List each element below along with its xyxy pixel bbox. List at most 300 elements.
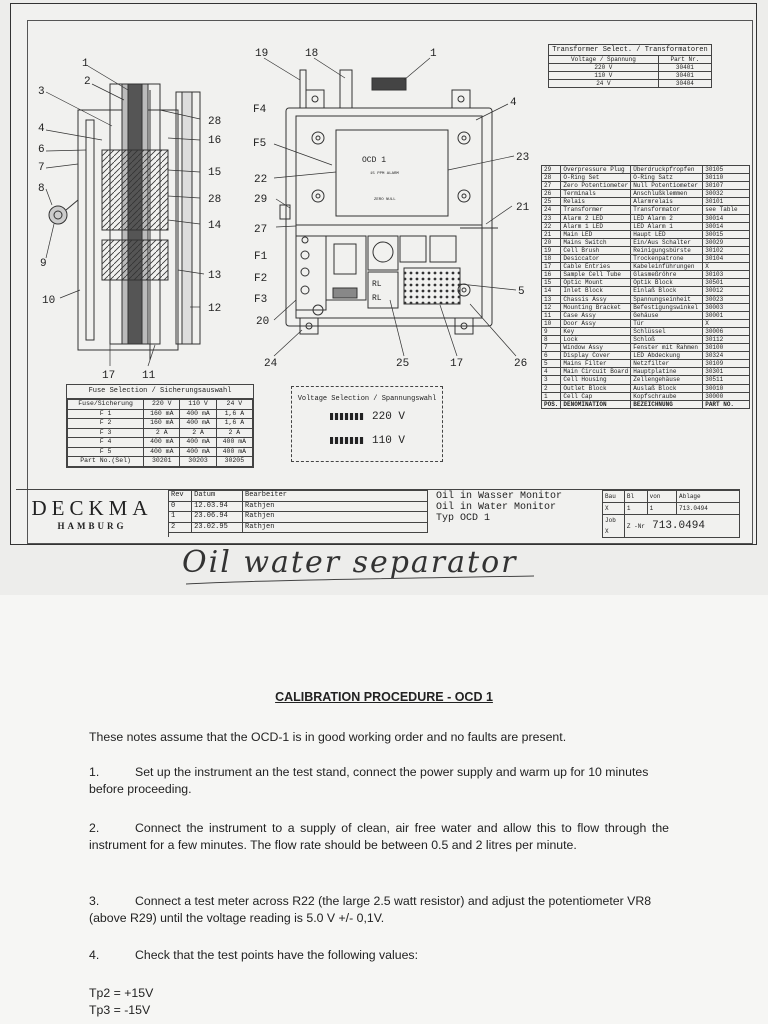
parts-cell: LED Abdeckung [631, 352, 703, 360]
parts-cell: 12 [542, 303, 561, 311]
step-text: Set up the instrument an the test stand, connect the power supply and warm up for 10 minutes before proceeding. [89, 765, 649, 796]
job-label-text: Job [605, 517, 616, 524]
parts-cell: 17 [542, 263, 561, 271]
parts-cell: 6 [542, 352, 561, 360]
fuse-row [68, 438, 253, 448]
parts-cell: Desiccator [561, 255, 631, 263]
parts-cell: LED Alarm 2 [631, 214, 703, 222]
board-label-ocd: OCD 1 [362, 156, 387, 165]
ablage-value: 713.0494 [677, 503, 740, 515]
parts-cell: X [703, 263, 750, 271]
parts-footer-cell: BEZEICHNUNG [631, 400, 703, 408]
parts-cell: Haupt LED [631, 230, 703, 238]
parts-cell: Kopfschraube [631, 392, 703, 400]
parts-cell: 23 [542, 214, 561, 222]
parts-cell: Tür [631, 319, 703, 327]
parts-cell: Alarm 1 LED [561, 222, 631, 230]
parts-cell: Main Circuit Board [561, 368, 631, 376]
parts-cell: 21 [542, 230, 561, 238]
parts-row [542, 174, 750, 182]
parts-cell: 27 [542, 182, 561, 190]
parts-cell: Case Assy [561, 311, 631, 319]
parts-cell: Key [561, 327, 631, 335]
fuse-cell: 400 mA [180, 438, 216, 448]
transformer-header-voltage: Voltage / Spannung [549, 56, 659, 64]
intro-paragraph: These notes assume that the OCD-1 is in good working order and no faults are present. [89, 730, 567, 744]
parts-cell: 24 [542, 206, 561, 214]
z-nr-label: Z -Nr [626, 522, 645, 530]
parts-cell: 30103 [703, 271, 750, 279]
callout-14: 14 [208, 220, 222, 232]
jumper-220-icon [330, 413, 364, 420]
transformer-cell: 30401 [658, 72, 711, 80]
parts-cell: 30107 [703, 182, 750, 190]
callout-25: 25 [396, 358, 410, 370]
parts-cell: Hauptplatine [631, 368, 703, 376]
rev-cell: Rathjen [243, 512, 428, 523]
parts-cell: 4 [542, 368, 561, 376]
parts-cell: 30102 [703, 246, 750, 254]
parts-footer-row [542, 400, 750, 408]
parts-cell: X [703, 319, 750, 327]
company-city: HAMBURG [57, 521, 127, 531]
test-point-tp3: Tp3 = -15V [89, 1003, 151, 1017]
parts-row [542, 246, 750, 254]
parts-cell: Einlaß Block [631, 287, 703, 295]
bl-label: Bl [624, 491, 647, 503]
drawing-name [436, 491, 562, 524]
parts-row [542, 206, 750, 214]
fuse-cell: 400 mA [180, 447, 216, 457]
parts-cell: 30110 [703, 174, 750, 182]
parts-cell: Lock [561, 335, 631, 343]
parts-cell: 10 [542, 319, 561, 327]
parts-cell: Inlet Block [561, 287, 631, 295]
callout-26: 26 [514, 358, 528, 370]
parts-cell: 19 [542, 246, 561, 254]
parts-row [542, 230, 750, 238]
fuse-cell: 400 mA [216, 447, 252, 457]
parts-cell: Glasmeßröhre [631, 271, 703, 279]
callout-5: 5 [518, 286, 525, 298]
fuse-cell: 400 mA [144, 438, 180, 448]
voltage-110-label: 110 V [372, 435, 406, 447]
step-text: Connect the instrument to a supply of clean, air free water and allow this to flow through the instrument for a few minutes. The flow rate should be between 0.5 and 2 litres per minute. [89, 821, 669, 852]
parts-cell: Transformer [561, 206, 631, 214]
parts-cell: Cable Entries [561, 263, 631, 271]
parts-cell: Transformator [631, 206, 703, 214]
parts-cell: 30015 [703, 230, 750, 238]
fuse-cell: 1,6 A [216, 419, 252, 429]
relay-label-2: RL [372, 294, 382, 303]
parts-cell: 30014 [703, 222, 750, 230]
parts-cell: 30100 [703, 344, 750, 352]
fuse-cell: 2 A [216, 428, 252, 438]
parts-cell: Outlet Block [561, 384, 631, 392]
parts-cell: Door Assy [561, 319, 631, 327]
case-outline [286, 108, 492, 326]
fuse-cell: 1,6 A [216, 409, 252, 419]
parts-cell: 30000 [703, 392, 750, 400]
parts-cell: Ein/Aus Schalter [631, 238, 703, 246]
parts-cell: 15 [542, 279, 561, 287]
parts-cell: Zero Potentiometer [561, 182, 631, 190]
test-point-tp2: Tp2 = +15V [89, 986, 154, 1000]
fuse-cell: F 2 [68, 419, 144, 429]
parts-row [542, 368, 750, 376]
drawing-number-cell [624, 515, 739, 538]
parts-row [542, 255, 750, 263]
parts-cell: Mounting Bracket [561, 303, 631, 311]
sheet-value: 1 [624, 503, 647, 515]
callout-23: 23 [516, 152, 530, 164]
parts-cell: 30105 [703, 166, 750, 174]
parts-cell: 30014 [703, 214, 750, 222]
von-label: von [647, 491, 676, 503]
of-value: 1 [647, 503, 676, 515]
job-value: X [605, 528, 609, 535]
parts-list-table [541, 165, 750, 409]
callout-24: 24 [264, 358, 278, 370]
parts-row [542, 271, 750, 279]
document-title: CALIBRATION PROCEDURE - OCD 1 [275, 690, 493, 704]
transformer-table-title: Transformer Select. / Transformatoren [549, 45, 712, 56]
fuse-cell: 2 A [180, 428, 216, 438]
callout-21: 21 [516, 202, 530, 214]
parts-cell: Fenster mit Rahmen [631, 344, 703, 352]
parts-cell: Sample Cell Tube [561, 271, 631, 279]
parts-cell: Relais [561, 198, 631, 206]
parts-row [542, 384, 750, 392]
fuse-header: 220 V [144, 400, 180, 410]
callout-28a: 28 [208, 116, 222, 128]
callout-28b: 28 [208, 194, 222, 206]
step-1 [89, 764, 669, 798]
parts-row [542, 295, 750, 303]
voltage-220-row [330, 411, 405, 423]
fuse-row [68, 419, 253, 429]
step-4 [89, 947, 669, 964]
parts-cell: 30029 [703, 238, 750, 246]
parts-cell: Spannungseinheit [631, 295, 703, 303]
parts-row [542, 352, 750, 360]
rev-cell: 23.06.94 [192, 512, 243, 523]
ablage-label: Ablage [677, 491, 740, 503]
parts-footer-cell: POS. [542, 400, 561, 408]
parts-cell: 5 [542, 360, 561, 368]
parts-cell: 30001 [703, 311, 750, 319]
handwritten-note: Oil water separator [182, 545, 518, 580]
parts-cell: 9 [542, 327, 561, 335]
parts-row [542, 327, 750, 335]
parts-cell: Chassis Assy [561, 295, 631, 303]
company-logo [16, 490, 169, 537]
parts-row [542, 279, 750, 287]
callout-6: 6 [38, 144, 45, 156]
fuse-header: 24 V [216, 400, 252, 410]
parts-cell: 30301 [703, 368, 750, 376]
jumper-110-icon [330, 437, 364, 444]
revision-table [168, 490, 428, 533]
parts-cell: Reinigungsbürste [631, 246, 703, 254]
fuse-row [68, 428, 253, 438]
parts-cell: Mains Filter [561, 360, 631, 368]
parts-row [542, 392, 750, 400]
parts-cell: 22 [542, 222, 561, 230]
rev-header: Rev [169, 491, 192, 502]
rev-cell: 0 [169, 501, 192, 512]
fuse-cell: 160 mA [144, 419, 180, 429]
parts-cell: Null Potentiometer [631, 182, 703, 190]
fuse-row [68, 457, 253, 467]
parts-cell: Alarm 2 LED [561, 214, 631, 222]
parts-cell: 30010 [703, 384, 750, 392]
fuse-row [68, 447, 253, 457]
parts-cell: O-Ring Set [561, 174, 631, 182]
step-2 [89, 820, 669, 854]
parts-cell: Trockenpatrone [631, 255, 703, 263]
parts-row [542, 344, 750, 352]
rev-header: Bearbeiter [243, 491, 428, 502]
transformer-cell: 30404 [658, 80, 711, 88]
parts-cell: Cell Housing [561, 376, 631, 384]
company-name: DECKMA [31, 496, 153, 520]
callout-4: 4 [38, 123, 45, 135]
parts-cell: see Table [703, 206, 750, 214]
callout-f2: F2 [254, 273, 268, 285]
parts-row [542, 238, 750, 246]
parts-cell: 16 [542, 271, 561, 279]
fuse-cell: 400 mA [144, 447, 180, 457]
callout-27: 27 [254, 224, 268, 236]
parts-cell: Window Assy [561, 344, 631, 352]
parts-cell: Overpressure Plug [561, 166, 631, 174]
step-number: 3. [89, 894, 100, 908]
parts-row [542, 287, 750, 295]
parts-row [542, 190, 750, 198]
drawing-number: 713.0494 [652, 519, 705, 532]
voltage-220-label: 220 V [372, 411, 406, 423]
parts-cell: 25 [542, 198, 561, 206]
parts-cell: 1 [542, 392, 561, 400]
transformer-table [548, 44, 712, 88]
parts-cell: Zellengehäuse [631, 376, 703, 384]
bau-value: X [603, 503, 625, 515]
parts-cell: 30101 [703, 198, 750, 206]
board-label-zero: ZERO NULL [374, 198, 396, 202]
bau-label: Bau [603, 491, 625, 503]
parts-cell: 30501 [703, 279, 750, 287]
parts-cell: Netzfilter [631, 360, 703, 368]
parts-row [542, 166, 750, 174]
callout-f4: F4 [253, 104, 267, 116]
parts-cell: 30023 [703, 295, 750, 303]
parts-cell: Cell Brush [561, 246, 631, 254]
fuse-cell: 2 A [144, 428, 180, 438]
parts-row [542, 311, 750, 319]
parts-cell: 29 [542, 166, 561, 174]
parts-cell: Display Cover [561, 352, 631, 360]
fuse-cell: 30201 [144, 457, 180, 467]
callout-12: 12 [208, 303, 222, 315]
callout-20: 20 [256, 316, 270, 328]
parts-cell: 30003 [703, 303, 750, 311]
parts-cell: Cell Cap [561, 392, 631, 400]
parts-cell: O-Ring Satz [631, 174, 703, 182]
callout-10: 10 [42, 295, 56, 307]
parts-cell: LED Alarm 1 [631, 222, 703, 230]
step-text: Check that the test points have the following values: [135, 948, 418, 962]
parts-footer-cell: PART NO. [703, 400, 750, 408]
callout-8: 8 [38, 183, 45, 195]
fuse-cell: Part No.(Sel) [68, 457, 144, 467]
rev-cell: 23.02.95 [192, 522, 243, 533]
callout-7: 7 [38, 162, 45, 174]
handwriting-underline [0, 570, 768, 610]
fuse-cell: 30203 [180, 457, 216, 467]
parts-cell: 8 [542, 335, 561, 343]
transformer-cell: 220 V [549, 64, 659, 72]
relay-label-1: RL [372, 280, 382, 289]
callout-17b: 17 [450, 358, 464, 370]
parts-cell: 30112 [703, 335, 750, 343]
rev-cell: Rathjen [243, 522, 428, 533]
parts-row [542, 360, 750, 368]
callout-f3: F3 [254, 294, 268, 306]
parts-cell: 30104 [703, 255, 750, 263]
parts-cell: Main LED [561, 230, 631, 238]
rev-header: Datum [192, 491, 243, 502]
drawing-name-en: Oil in Water Monitor [436, 502, 557, 513]
parts-cell: 13 [542, 295, 561, 303]
callout-16: 16 [208, 135, 222, 147]
parts-cell: Schlüssel [631, 327, 703, 335]
fuse-table-title: Fuse Selection / Sicherungsauswahl [67, 385, 253, 399]
parts-cell: 30032 [703, 190, 750, 198]
voltage-selection-box [291, 386, 443, 462]
callout-1b: 1 [430, 48, 437, 60]
drawing-name-de: Oil in Wasser Monitor [436, 491, 563, 502]
fuse-row [68, 409, 253, 419]
parts-cell: 14 [542, 287, 561, 295]
transformer-cell: 24 V [549, 80, 659, 88]
parts-footer-cell: DENOMINATION [561, 400, 631, 408]
fuse-cell: 30205 [216, 457, 252, 467]
parts-cell: 20 [542, 238, 561, 246]
parts-cell: Anschlußklemmen [631, 190, 703, 198]
parts-row [542, 376, 750, 384]
callout-13: 13 [208, 270, 222, 282]
callout-3: 3 [38, 86, 45, 98]
fuse-cell: 400 mA [216, 438, 252, 448]
parts-cell: 30109 [703, 360, 750, 368]
parts-cell: Schloß [631, 335, 703, 343]
parts-cell: 26 [542, 190, 561, 198]
parts-row [542, 198, 750, 206]
transformer-cell: 30401 [658, 64, 711, 72]
parts-cell: Alarmrelais [631, 198, 703, 206]
fuse-selection-table [66, 384, 254, 468]
callout-18: 18 [305, 48, 319, 60]
step-number: 4. [89, 948, 100, 962]
parts-cell: 18 [542, 255, 561, 263]
callout-19: 19 [255, 48, 269, 60]
callout-9: 9 [40, 258, 47, 270]
step-number: 2. [89, 821, 100, 835]
parts-cell: Terminals [561, 190, 631, 198]
callout-2: 2 [84, 76, 91, 88]
parts-row [542, 303, 750, 311]
parts-cell: 11 [542, 311, 561, 319]
board-label-alarm: 15 PPM ALARM [370, 172, 399, 176]
drawing-meta-table [602, 490, 740, 538]
fuse-cell: F 4 [68, 438, 144, 448]
callout-f1: F1 [254, 251, 268, 263]
parts-cell: 30324 [703, 352, 750, 360]
parts-row [542, 182, 750, 190]
rev-cell: 2 [169, 522, 192, 533]
parts-cell: 7 [542, 344, 561, 352]
job-label [603, 515, 625, 538]
voltage-110-row [330, 435, 405, 447]
parts-cell: 30012 [703, 287, 750, 295]
callout-4b: 4 [510, 97, 517, 109]
fuse-cell: 160 mA [144, 409, 180, 419]
rev-cell: Rathjen [243, 501, 428, 512]
fuse-cell: 400 mA [180, 409, 216, 419]
step-number: 1. [89, 765, 100, 779]
parts-cell: Kabeleinführungen [631, 263, 703, 271]
fuse-cell: F 5 [68, 447, 144, 457]
transformer-header-part: Part Nr. [658, 56, 711, 64]
parts-cell: Überdruckpfropfen [631, 166, 703, 174]
rev-cell: 12.03.94 [192, 501, 243, 512]
callout-17a: 17 [102, 370, 116, 382]
callout-22: 22 [254, 174, 268, 186]
drawing-type: Typ OCD 1 [436, 513, 491, 524]
parts-cell: Auslaß Block [631, 384, 703, 392]
parts-row [542, 263, 750, 271]
rev-cell: 1 [169, 512, 192, 523]
parts-cell: 28 [542, 174, 561, 182]
voltage-selection-title: Voltage Selection / Spannungswahl [297, 395, 437, 403]
parts-cell: 2 [542, 384, 561, 392]
parts-cell: Optik Block [631, 279, 703, 287]
parts-cell: Optic Mount [561, 279, 631, 287]
transformer-cell: 110 V [549, 72, 659, 80]
parts-cell: Mains Switch [561, 238, 631, 246]
parts-cell: 3 [542, 376, 561, 384]
fuse-cell: F 1 [68, 409, 144, 419]
parts-row [542, 319, 750, 327]
parts-cell: 30511 [703, 376, 750, 384]
callout-29: 29 [254, 194, 268, 206]
fuse-cell: F 3 [68, 428, 144, 438]
fuse-cell: 400 mA [180, 419, 216, 429]
fuse-header: 110 V [180, 400, 216, 410]
step-3 [89, 893, 669, 927]
callout-f5: F5 [253, 138, 267, 150]
parts-cell: Gehäuse [631, 311, 703, 319]
parts-cell: Befestigungswinkel [631, 303, 703, 311]
callout-11: 11 [142, 370, 156, 382]
title-block [16, 489, 740, 537]
fuse-header: Fuse/Sicherung [68, 400, 144, 410]
parts-row [542, 222, 750, 230]
parts-row [542, 214, 750, 222]
parts-row [542, 335, 750, 343]
step-text: Connect a test meter across R22 (the large 2.5 watt resistor) and adjust the potentiometer VR8 (above R29) until the voltage reading is 5.0 V +/- 0,1V. [89, 894, 652, 925]
